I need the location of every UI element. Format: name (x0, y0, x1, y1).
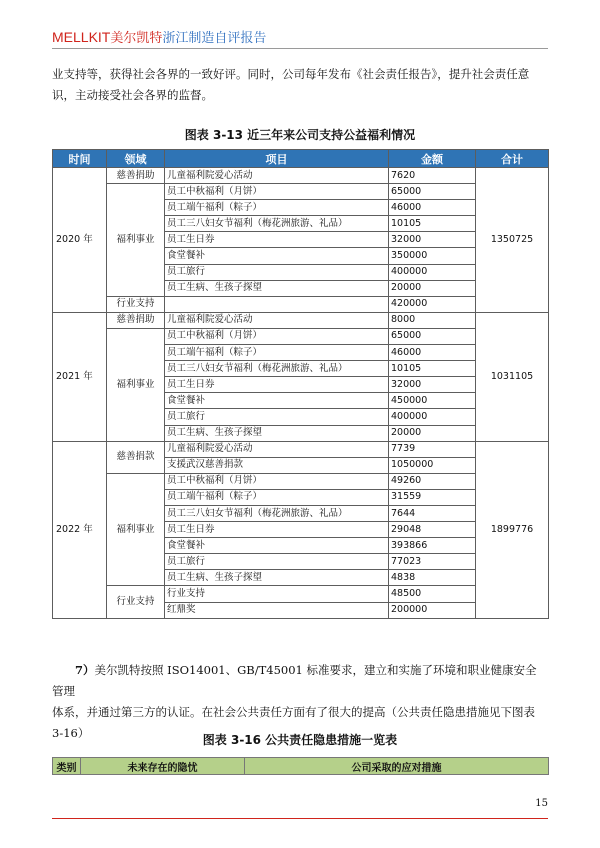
category-cell: 行业支持 (107, 296, 165, 312)
item-cell: 员工端午福利（粽子） (165, 200, 389, 216)
item-cell: 员工旅行 (165, 264, 389, 280)
amount-cell: 48500 (389, 586, 476, 602)
item-cell: 员工生日券 (165, 377, 389, 393)
item-cell: 员工三八妇女节福利（梅花洲旅游、礼品） (165, 216, 389, 232)
amount-cell: 7644 (389, 505, 476, 521)
report-title: 浙江制造自评报告 (162, 31, 267, 46)
intro-line-1: 业支持等，获得社会各界的一致好评。同时，公司每年发布《社会责任报告》，提升社会责任意 (52, 67, 530, 81)
item-cell: 员工生病、生孩子探望 (165, 280, 389, 296)
item-cell: 员工端午福利（粽子） (165, 345, 389, 361)
footer-rule (52, 818, 548, 819)
item-cell (165, 296, 389, 312)
amount-cell: 4838 (389, 570, 476, 586)
paragraph-number: 7） (75, 663, 95, 677)
item-cell: 员工生日券 (165, 232, 389, 248)
header-amount: 金额 (389, 150, 476, 168)
item-cell: 员工端午福利（粽子） (165, 489, 389, 505)
amount-cell: 350000 (389, 248, 476, 264)
item-cell: 员工旅行 (165, 554, 389, 570)
amount-cell: 7739 (389, 441, 476, 457)
intro-paragraph (52, 64, 548, 106)
table-header-row (53, 758, 549, 775)
year-cell: 2021 年 (53, 312, 107, 441)
amount-cell: 200000 (389, 602, 476, 618)
amount-cell: 46000 (389, 345, 476, 361)
item-cell: 员工生病、生孩子探望 (165, 570, 389, 586)
table-row (53, 168, 549, 184)
table-row (53, 586, 549, 602)
item-cell: 员工三八妇女节福利（梅花洲旅游、礼品） (165, 361, 389, 377)
amount-cell: 10105 (389, 216, 476, 232)
category-cell: 福利事业 (107, 184, 165, 297)
item-cell: 儿童福利院爱心活动 (165, 441, 389, 457)
header-measures: 公司采取的应对措施 (245, 758, 549, 775)
amount-cell: 20000 (389, 425, 476, 441)
item-cell: 红鼎奖 (165, 602, 389, 618)
item-cell: 儿童福利院爱心活动 (165, 312, 389, 328)
item-cell: 员工中秋福利（月饼） (165, 184, 389, 200)
table-row (53, 328, 549, 344)
item-cell: 支援武汉慈善捐款 (165, 457, 389, 473)
amount-cell: 32000 (389, 232, 476, 248)
amount-cell: 393866 (389, 538, 476, 554)
amount-cell: 400000 (389, 409, 476, 425)
amount-cell: 65000 (389, 328, 476, 344)
header-time: 时间 (53, 150, 107, 168)
table-row (53, 473, 549, 489)
item-cell: 员工生日券 (165, 522, 389, 538)
year-cell: 2020 年 (53, 168, 107, 313)
table-3-16-caption: 图表 3-16 公共责任隐患措施一览表 (202, 733, 398, 747)
amount-cell: 1050000 (389, 457, 476, 473)
header-category: 类别 (53, 758, 81, 775)
page-header (52, 28, 548, 49)
table-row (53, 184, 549, 200)
header-future-risk: 未来存在的隐忧 (81, 758, 245, 775)
header-total: 合计 (476, 150, 549, 168)
para7-line-2: 体系，并通过第三方的认证。在社会公共责任方面有了很大的提高（公共责任隐患措施见下图表 (52, 705, 535, 719)
amount-cell: 20000 (389, 280, 476, 296)
public-risk-table (52, 757, 549, 775)
total-cell: 1031105 (476, 312, 549, 441)
table-row (53, 296, 549, 312)
category-cell: 福利事业 (107, 473, 165, 586)
header-item: 项目 (165, 150, 389, 168)
item-cell: 食堂餐补 (165, 248, 389, 264)
item-cell: 员工生病、生孩子探望 (165, 425, 389, 441)
amount-cell: 49260 (389, 473, 476, 489)
item-cell: 员工中秋福利（月饼） (165, 473, 389, 489)
category-cell: 行业支持 (107, 586, 165, 618)
amount-cell: 65000 (389, 184, 476, 200)
item-cell: 员工三八妇女节福利（梅花洲旅游、礼品） (165, 505, 389, 521)
amount-cell: 7620 (389, 168, 476, 184)
amount-cell: 10105 (389, 361, 476, 377)
total-cell: 1350725 (476, 168, 549, 313)
company-name: 美尔凯特 (110, 31, 163, 46)
para7-line-3: 3-16） (52, 726, 90, 740)
category-cell: 慈善捐款 (107, 441, 165, 473)
amount-cell: 31559 (389, 489, 476, 505)
amount-cell: 77023 (389, 554, 476, 570)
item-cell: 行业支持 (165, 586, 389, 602)
amount-cell: 420000 (389, 296, 476, 312)
category-cell: 福利事业 (107, 328, 165, 441)
brand-logo-text: MELLKIT (52, 29, 111, 45)
amount-cell: 29048 (389, 522, 476, 538)
para7-line-1: 美尔凯特按照 ISO14001、GB/T45001 标准要求，建立和实施了环境和职业健康安全管理 (52, 663, 537, 698)
amount-cell: 400000 (389, 264, 476, 280)
item-cell: 儿童福利院爱心活动 (165, 168, 389, 184)
table-row (53, 441, 549, 457)
amount-cell: 8000 (389, 312, 476, 328)
item-cell: 员工旅行 (165, 409, 389, 425)
table-row (53, 312, 549, 328)
intro-line-2: 识，主动接受社会各界的监督。 (52, 88, 213, 102)
welfare-table (52, 149, 549, 619)
item-cell: 员工中秋福利（月饼） (165, 328, 389, 344)
category-cell: 慈善捐助 (107, 168, 165, 184)
header-field: 领域 (107, 150, 165, 168)
item-cell: 食堂餐补 (165, 538, 389, 554)
category-cell: 慈善捐助 (107, 312, 165, 328)
amount-cell: 32000 (389, 377, 476, 393)
total-cell: 1899776 (476, 441, 549, 618)
amount-cell: 46000 (389, 200, 476, 216)
table-header-row (53, 150, 549, 168)
table-3-13-caption: 图表 3-13 近三年来公司支持公益福利情况 (184, 128, 416, 142)
item-cell: 食堂餐补 (165, 393, 389, 409)
amount-cell: 450000 (389, 393, 476, 409)
year-cell: 2022 年 (53, 441, 107, 618)
page-number: 15 (535, 798, 548, 809)
